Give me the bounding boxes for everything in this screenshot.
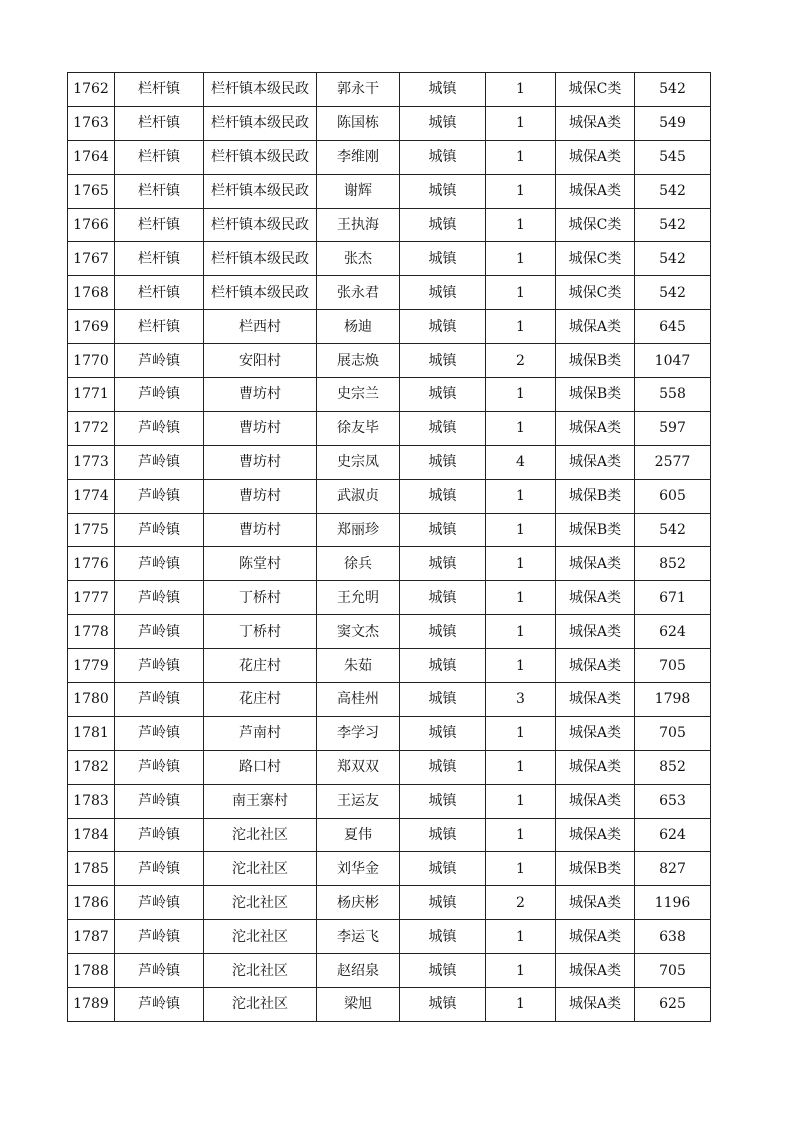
unit-cell: 曹坊村 <box>204 411 317 445</box>
name-cell: 展志焕 <box>317 344 400 378</box>
name-cell: 陈国栋 <box>317 106 400 140</box>
type-cell: 城镇 <box>400 547 486 581</box>
unit-cell: 曹坊村 <box>204 479 317 513</box>
row-id-cell: 1784 <box>68 818 115 852</box>
table-row <box>68 242 711 276</box>
table-row <box>68 445 711 479</box>
name-cell: 高桂州 <box>317 683 400 717</box>
row-id-cell: 1769 <box>68 310 115 344</box>
amount-cell: 705 <box>635 649 711 683</box>
name-cell: 郑双双 <box>317 750 400 784</box>
category-cell: 城保A类 <box>556 988 635 1022</box>
town-cell: 芦岭镇 <box>115 615 204 649</box>
type-cell: 城镇 <box>400 954 486 988</box>
count-cell: 1 <box>486 750 556 784</box>
type-cell: 城镇 <box>400 988 486 1022</box>
town-cell: 栏杆镇 <box>115 276 204 310</box>
category-cell: 城保A类 <box>556 886 635 920</box>
table-row <box>68 344 711 378</box>
town-cell: 芦岭镇 <box>115 988 204 1022</box>
count-cell: 1 <box>486 818 556 852</box>
town-cell: 栏杆镇 <box>115 310 204 344</box>
unit-cell: 栏杆镇本级民政 <box>204 106 317 140</box>
unit-cell: 陈堂村 <box>204 547 317 581</box>
count-cell: 2 <box>486 886 556 920</box>
name-cell: 李学习 <box>317 716 400 750</box>
town-cell: 栏杆镇 <box>115 174 204 208</box>
table-row <box>68 615 711 649</box>
count-cell: 1 <box>486 784 556 818</box>
row-id-cell: 1789 <box>68 988 115 1022</box>
unit-cell: 栏西村 <box>204 310 317 344</box>
category-cell: 城保A类 <box>556 750 635 784</box>
unit-cell: 沱北社区 <box>204 886 317 920</box>
unit-cell: 曹坊村 <box>204 513 317 547</box>
amount-cell: 852 <box>635 750 711 784</box>
category-cell: 城保A类 <box>556 649 635 683</box>
amount-cell: 597 <box>635 411 711 445</box>
count-cell: 2 <box>486 344 556 378</box>
type-cell: 城镇 <box>400 378 486 412</box>
town-cell: 芦岭镇 <box>115 818 204 852</box>
name-cell: 郑丽珍 <box>317 513 400 547</box>
type-cell: 城镇 <box>400 208 486 242</box>
table-row <box>68 852 711 886</box>
town-cell: 芦岭镇 <box>115 581 204 615</box>
category-cell: 城保B类 <box>556 378 635 412</box>
count-cell: 1 <box>486 615 556 649</box>
table-row <box>68 683 711 717</box>
row-id-cell: 1781 <box>68 716 115 750</box>
name-cell: 王允明 <box>317 581 400 615</box>
amount-cell: 549 <box>635 106 711 140</box>
type-cell: 城镇 <box>400 276 486 310</box>
unit-cell: 花庄村 <box>204 649 317 683</box>
table-body <box>68 73 711 1022</box>
amount-cell: 625 <box>635 988 711 1022</box>
table-row <box>68 716 711 750</box>
table-row <box>68 140 711 174</box>
unit-cell: 南王寨村 <box>204 784 317 818</box>
town-cell: 芦岭镇 <box>115 547 204 581</box>
category-cell: 城保B类 <box>556 513 635 547</box>
category-cell: 城保A类 <box>556 581 635 615</box>
category-cell: 城保A类 <box>556 716 635 750</box>
table-row <box>68 378 711 412</box>
name-cell: 刘华金 <box>317 852 400 886</box>
row-id-cell: 1766 <box>68 208 115 242</box>
count-cell: 3 <box>486 683 556 717</box>
count-cell: 1 <box>486 208 556 242</box>
amount-cell: 705 <box>635 954 711 988</box>
town-cell: 芦岭镇 <box>115 750 204 784</box>
unit-cell: 栏杆镇本级民政 <box>204 276 317 310</box>
count-cell: 1 <box>486 852 556 886</box>
category-cell: 城保B类 <box>556 479 635 513</box>
unit-cell: 栏杆镇本级民政 <box>204 140 317 174</box>
table-row <box>68 954 711 988</box>
type-cell: 城镇 <box>400 242 486 276</box>
table-row <box>68 547 711 581</box>
town-cell: 栏杆镇 <box>115 242 204 276</box>
name-cell: 李维刚 <box>317 140 400 174</box>
count-cell: 1 <box>486 310 556 344</box>
category-cell: 城保A类 <box>556 818 635 852</box>
amount-cell: 1196 <box>635 886 711 920</box>
row-id-cell: 1787 <box>68 920 115 954</box>
category-cell: 城保C类 <box>556 73 635 107</box>
amount-cell: 542 <box>635 242 711 276</box>
row-id-cell: 1771 <box>68 378 115 412</box>
category-cell: 城保A类 <box>556 547 635 581</box>
category-cell: 城保A类 <box>556 174 635 208</box>
table-row <box>68 649 711 683</box>
type-cell: 城镇 <box>400 513 486 547</box>
count-cell: 1 <box>486 411 556 445</box>
amount-cell: 653 <box>635 784 711 818</box>
unit-cell: 丁桥村 <box>204 581 317 615</box>
table-row <box>68 818 711 852</box>
amount-cell: 827 <box>635 852 711 886</box>
row-id-cell: 1765 <box>68 174 115 208</box>
name-cell: 武淑贞 <box>317 479 400 513</box>
table-row <box>68 73 711 107</box>
category-cell: 城保B类 <box>556 344 635 378</box>
count-cell: 1 <box>486 242 556 276</box>
town-cell: 芦岭镇 <box>115 886 204 920</box>
amount-cell: 671 <box>635 581 711 615</box>
amount-cell: 542 <box>635 276 711 310</box>
category-cell: 城保A类 <box>556 106 635 140</box>
category-cell: 城保A类 <box>556 411 635 445</box>
row-id-cell: 1767 <box>68 242 115 276</box>
category-cell: 城保A类 <box>556 784 635 818</box>
town-cell: 芦岭镇 <box>115 649 204 683</box>
type-cell: 城镇 <box>400 310 486 344</box>
unit-cell: 栏杆镇本级民政 <box>204 73 317 107</box>
count-cell: 1 <box>486 581 556 615</box>
town-cell: 芦岭镇 <box>115 920 204 954</box>
town-cell: 芦岭镇 <box>115 852 204 886</box>
name-cell: 谢辉 <box>317 174 400 208</box>
count-cell: 4 <box>486 445 556 479</box>
table-row <box>68 513 711 547</box>
row-id-cell: 1782 <box>68 750 115 784</box>
table-row <box>68 174 711 208</box>
town-cell: 栏杆镇 <box>115 140 204 174</box>
name-cell: 窦文杰 <box>317 615 400 649</box>
amount-cell: 542 <box>635 73 711 107</box>
type-cell: 城镇 <box>400 649 486 683</box>
count-cell: 1 <box>486 649 556 683</box>
count-cell: 1 <box>486 920 556 954</box>
row-id-cell: 1774 <box>68 479 115 513</box>
count-cell: 1 <box>486 716 556 750</box>
category-cell: 城保C类 <box>556 208 635 242</box>
unit-cell: 花庄村 <box>204 683 317 717</box>
town-cell: 芦岭镇 <box>115 513 204 547</box>
amount-cell: 2577 <box>635 445 711 479</box>
name-cell: 郭永干 <box>317 73 400 107</box>
amount-cell: 624 <box>635 818 711 852</box>
row-id-cell: 1783 <box>68 784 115 818</box>
count-cell: 1 <box>486 513 556 547</box>
type-cell: 城镇 <box>400 344 486 378</box>
amount-cell: 542 <box>635 174 711 208</box>
table-row <box>68 581 711 615</box>
count-cell: 1 <box>486 174 556 208</box>
category-cell: 城保A类 <box>556 954 635 988</box>
category-cell: 城保A类 <box>556 615 635 649</box>
name-cell: 王执海 <box>317 208 400 242</box>
row-id-cell: 1764 <box>68 140 115 174</box>
row-id-cell: 1772 <box>68 411 115 445</box>
count-cell: 1 <box>486 988 556 1022</box>
category-cell: 城保A类 <box>556 445 635 479</box>
name-cell: 史宗凤 <box>317 445 400 479</box>
row-id-cell: 1777 <box>68 581 115 615</box>
type-cell: 城镇 <box>400 479 486 513</box>
town-cell: 芦岭镇 <box>115 378 204 412</box>
table-row <box>68 988 711 1022</box>
category-cell: 城保A类 <box>556 683 635 717</box>
count-cell: 1 <box>486 106 556 140</box>
table-row <box>68 479 711 513</box>
unit-cell: 曹坊村 <box>204 445 317 479</box>
unit-cell: 安阳村 <box>204 344 317 378</box>
unit-cell: 曹坊村 <box>204 378 317 412</box>
type-cell: 城镇 <box>400 581 486 615</box>
table-row <box>68 310 711 344</box>
amount-cell: 852 <box>635 547 711 581</box>
name-cell: 朱茹 <box>317 649 400 683</box>
amount-cell: 558 <box>635 378 711 412</box>
count-cell: 1 <box>486 479 556 513</box>
town-cell: 芦岭镇 <box>115 411 204 445</box>
unit-cell: 沱北社区 <box>204 920 317 954</box>
unit-cell: 沱北社区 <box>204 852 317 886</box>
town-cell: 栏杆镇 <box>115 208 204 242</box>
row-id-cell: 1780 <box>68 683 115 717</box>
town-cell: 芦岭镇 <box>115 479 204 513</box>
count-cell: 1 <box>486 276 556 310</box>
count-cell: 1 <box>486 140 556 174</box>
data-table <box>67 72 711 1022</box>
type-cell: 城镇 <box>400 920 486 954</box>
name-cell: 杨庆彬 <box>317 886 400 920</box>
type-cell: 城镇 <box>400 140 486 174</box>
category-cell: 城保A类 <box>556 310 635 344</box>
name-cell: 梁旭 <box>317 988 400 1022</box>
town-cell: 芦岭镇 <box>115 344 204 378</box>
type-cell: 城镇 <box>400 174 486 208</box>
town-cell: 芦岭镇 <box>115 954 204 988</box>
type-cell: 城镇 <box>400 411 486 445</box>
amount-cell: 542 <box>635 208 711 242</box>
town-cell: 栏杆镇 <box>115 106 204 140</box>
type-cell: 城镇 <box>400 716 486 750</box>
unit-cell: 路口村 <box>204 750 317 784</box>
name-cell: 徐兵 <box>317 547 400 581</box>
unit-cell: 栏杆镇本级民政 <box>204 242 317 276</box>
type-cell: 城镇 <box>400 852 486 886</box>
unit-cell: 芦南村 <box>204 716 317 750</box>
type-cell: 城镇 <box>400 445 486 479</box>
row-id-cell: 1779 <box>68 649 115 683</box>
amount-cell: 605 <box>635 479 711 513</box>
category-cell: 城保A类 <box>556 920 635 954</box>
table-row <box>68 276 711 310</box>
type-cell: 城镇 <box>400 683 486 717</box>
row-id-cell: 1775 <box>68 513 115 547</box>
unit-cell: 沱北社区 <box>204 954 317 988</box>
amount-cell: 545 <box>635 140 711 174</box>
row-id-cell: 1785 <box>68 852 115 886</box>
unit-cell: 丁桥村 <box>204 615 317 649</box>
table-row <box>68 411 711 445</box>
name-cell: 徐友毕 <box>317 411 400 445</box>
row-id-cell: 1778 <box>68 615 115 649</box>
table-row <box>68 750 711 784</box>
name-cell: 王运友 <box>317 784 400 818</box>
amount-cell: 638 <box>635 920 711 954</box>
amount-cell: 1047 <box>635 344 711 378</box>
row-id-cell: 1770 <box>68 344 115 378</box>
table-row <box>68 106 711 140</box>
name-cell: 夏伟 <box>317 818 400 852</box>
type-cell: 城镇 <box>400 750 486 784</box>
name-cell: 赵绍泉 <box>317 954 400 988</box>
table-row <box>68 784 711 818</box>
name-cell: 张永君 <box>317 276 400 310</box>
name-cell: 张杰 <box>317 242 400 276</box>
count-cell: 1 <box>486 73 556 107</box>
row-id-cell: 1786 <box>68 886 115 920</box>
category-cell: 城保A类 <box>556 140 635 174</box>
category-cell: 城保C类 <box>556 242 635 276</box>
type-cell: 城镇 <box>400 818 486 852</box>
type-cell: 城镇 <box>400 615 486 649</box>
row-id-cell: 1788 <box>68 954 115 988</box>
name-cell: 杨迪 <box>317 310 400 344</box>
table-row <box>68 886 711 920</box>
town-cell: 芦岭镇 <box>115 683 204 717</box>
unit-cell: 栏杆镇本级民政 <box>204 208 317 242</box>
amount-cell: 1798 <box>635 683 711 717</box>
name-cell: 史宗兰 <box>317 378 400 412</box>
town-cell: 芦岭镇 <box>115 445 204 479</box>
type-cell: 城镇 <box>400 106 486 140</box>
table-row <box>68 920 711 954</box>
count-cell: 1 <box>486 547 556 581</box>
row-id-cell: 1762 <box>68 73 115 107</box>
category-cell: 城保B类 <box>556 852 635 886</box>
amount-cell: 645 <box>635 310 711 344</box>
amount-cell: 624 <box>635 615 711 649</box>
row-id-cell: 1768 <box>68 276 115 310</box>
table-row <box>68 208 711 242</box>
town-cell: 栏杆镇 <box>115 73 204 107</box>
amount-cell: 705 <box>635 716 711 750</box>
name-cell: 李运飞 <box>317 920 400 954</box>
town-cell: 芦岭镇 <box>115 716 204 750</box>
count-cell: 1 <box>486 378 556 412</box>
type-cell: 城镇 <box>400 784 486 818</box>
amount-cell: 542 <box>635 513 711 547</box>
type-cell: 城镇 <box>400 73 486 107</box>
unit-cell: 沱北社区 <box>204 818 317 852</box>
unit-cell: 栏杆镇本级民政 <box>204 174 317 208</box>
count-cell: 1 <box>486 954 556 988</box>
category-cell: 城保C类 <box>556 276 635 310</box>
type-cell: 城镇 <box>400 886 486 920</box>
row-id-cell: 1763 <box>68 106 115 140</box>
row-id-cell: 1773 <box>68 445 115 479</box>
town-cell: 芦岭镇 <box>115 784 204 818</box>
row-id-cell: 1776 <box>68 547 115 581</box>
unit-cell: 沱北社区 <box>204 988 317 1022</box>
